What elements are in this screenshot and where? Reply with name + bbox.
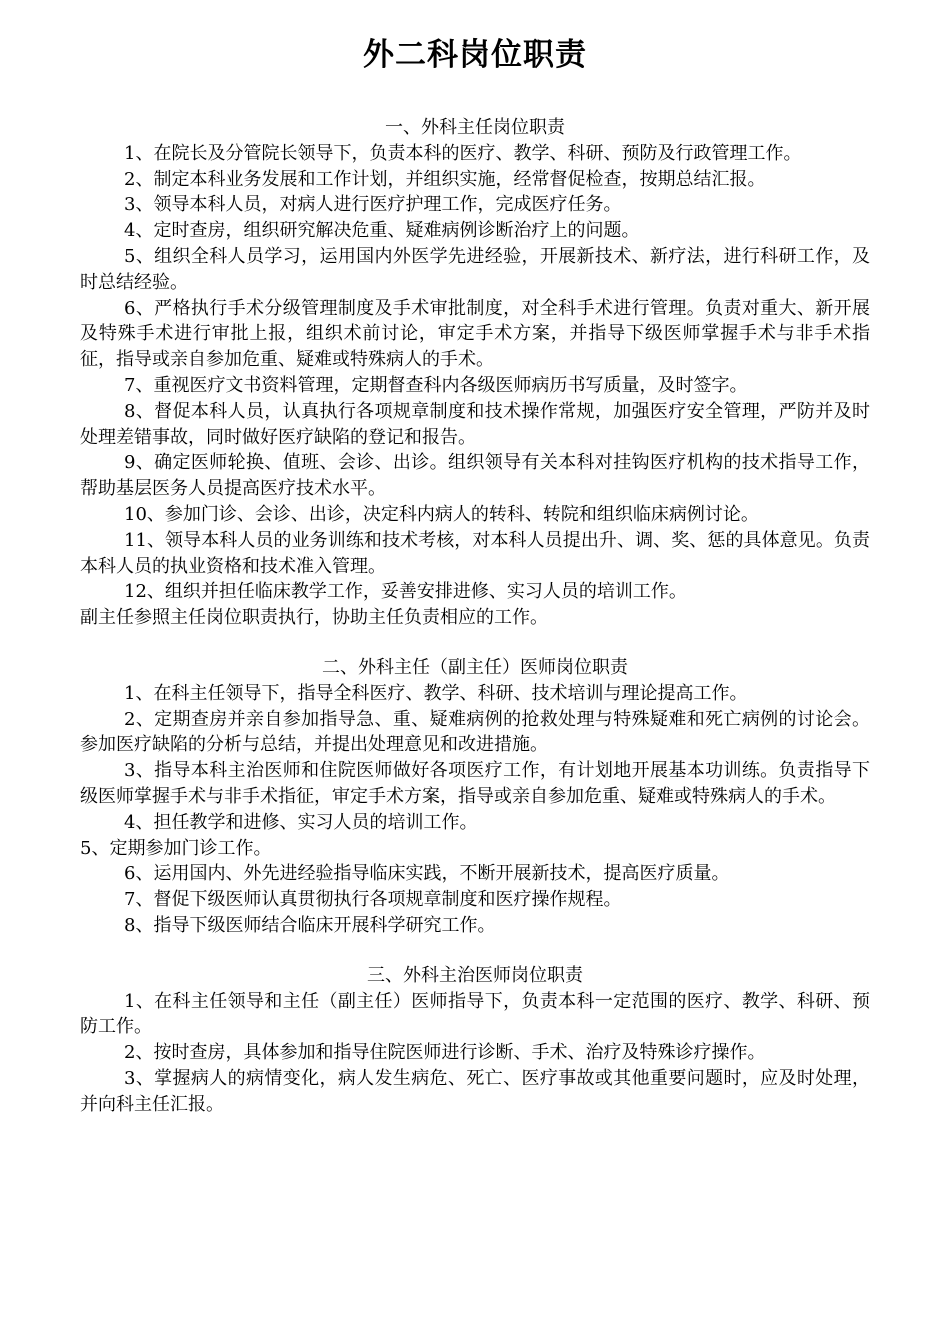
duty-paragraph: 8、督促本科人员，认真执行各项规章制度和技术操作常规，加强医疗安全管理，严防并及时处理差错事故，同时做好医疗缺陷的登记和报告。 <box>80 400 870 448</box>
duty-paragraph: 1、在科主任领导下，指导全科医疗、教学、科研、技术培训与理论提高工作。 <box>124 682 748 704</box>
document-page <box>80 0 870 1117</box>
section-heading: 三、外科主治医师岗位职责 <box>367 964 583 986</box>
duty-paragraph: 副主任参照主任岗位职责执行，协助主任负责相应的工作。 <box>80 607 548 629</box>
duty-paragraph: 7、重视医疗文书资料管理，定期督查科内各级医师病历书写质量，及时签字。 <box>124 374 748 396</box>
duty-paragraph: 1、在科主任领导和主任（副主任）医师指导下，负责本科一定范围的医疗、教学、科研、预防工作。 <box>80 990 870 1038</box>
section-heading: 二、外科主任（副主任）医师岗位职责 <box>322 656 628 678</box>
duty-paragraph: 4、担任教学和进修、实习人员的培训工作。 <box>124 811 478 833</box>
duty-paragraph: 11、领导本科人员的业务训练和技术考核，对本科人员提出升、调、奖、惩的具体意见。负责本科人员的执业资格和技术准入管理。 <box>80 529 870 577</box>
section-heading: 一、外科主任岗位职责 <box>385 117 565 138</box>
duty-paragraph: 2、按时查房，具体参加和指导住院医师进行诊断、手术、治疗及特殊诊疗操作。 <box>124 1042 766 1064</box>
duty-paragraph: 3、领导本科人员，对病人进行医疗护理工作，完成医疗任务。 <box>124 194 622 216</box>
duty-paragraph: 6、运用国内、外先进经验指导临床实践，不断开展新技术，提高医疗质量。 <box>124 863 730 885</box>
duty-paragraph: 6、严格执行手术分级管理制度及手术审批制度，对全科手术进行管理。负责对重大、新开展及特殊手术进行审批上报，组织术前讨论，审定手术方案，并指导下级医师掌握手术与非手术指征，指导或亲自参加危重、疑难或特殊病人的手术。 <box>80 297 870 371</box>
duty-paragraph: 9、确定医师轮换、值班、会诊、出诊。组织领导有关本科对挂钩医疗机构的技术指导工作，帮助基层医务人员提高医疗技术水平。 <box>80 452 870 500</box>
duty-paragraph: 10、参加门诊、会诊、出诊，决定科内病人的转科、转院和组织临床病例讨论。 <box>124 503 759 525</box>
duty-paragraph: 7、督促下级医师认真贯彻执行各项规章制度和医疗操作规程。 <box>124 889 622 911</box>
duty-paragraph: 8、指导下级医师结合临床开展科学研究工作。 <box>124 914 496 936</box>
section-chief-physician <box>80 655 870 939</box>
duty-paragraph: 12、组织并担任临床教学工作，妥善安排进修、实习人员的培训工作。 <box>124 581 687 603</box>
section-attending-physician <box>80 963 870 1118</box>
duty-paragraph: 4、定时查房，组织研究解决危重、疑难病例诊断治疗上的问题。 <box>124 220 640 242</box>
duty-paragraph: 5、定期参加门诊工作。 <box>80 837 272 859</box>
duty-paragraph: 3、指导本科主治医师和住院医师做好各项医疗工作，有计划地开展基本功训练。负责指导下级医师掌握手术与非手术指征，审定手术方案，指导或亲自参加危重、疑难或特殊病人的手术。 <box>80 760 870 807</box>
section-director <box>80 115 870 631</box>
duty-paragraph: 1、在院长及分管院长领导下，负责本科的医疗、教学、科研、预防及行政管理工作。 <box>124 142 802 164</box>
duty-paragraph: 2、定期查房并亲自参加指导急、重、疑难病例的抢救处理与特殊疑难和死亡病例的讨论会。参加医疗缺陷的分析与总结，并提出处理意见和改进措施。 <box>80 708 870 756</box>
duty-paragraph: 3、掌握病人的病情变化，病人发生病危、死亡、医疗事故或其他重要问题时，应及时处理，并向科主任汇报。 <box>80 1067 870 1115</box>
duty-paragraph: 5、组织全科人员学习，运用国内外医学先进经验，开展新技术、新疗法，进行科研工作，及时总结经验。 <box>80 245 870 293</box>
document-title: 外二科岗位职责 <box>363 37 587 73</box>
duty-paragraph: 2、制定本科业务发展和工作计划，并组织实施，经常督促检查，按期总结汇报。 <box>124 168 766 190</box>
